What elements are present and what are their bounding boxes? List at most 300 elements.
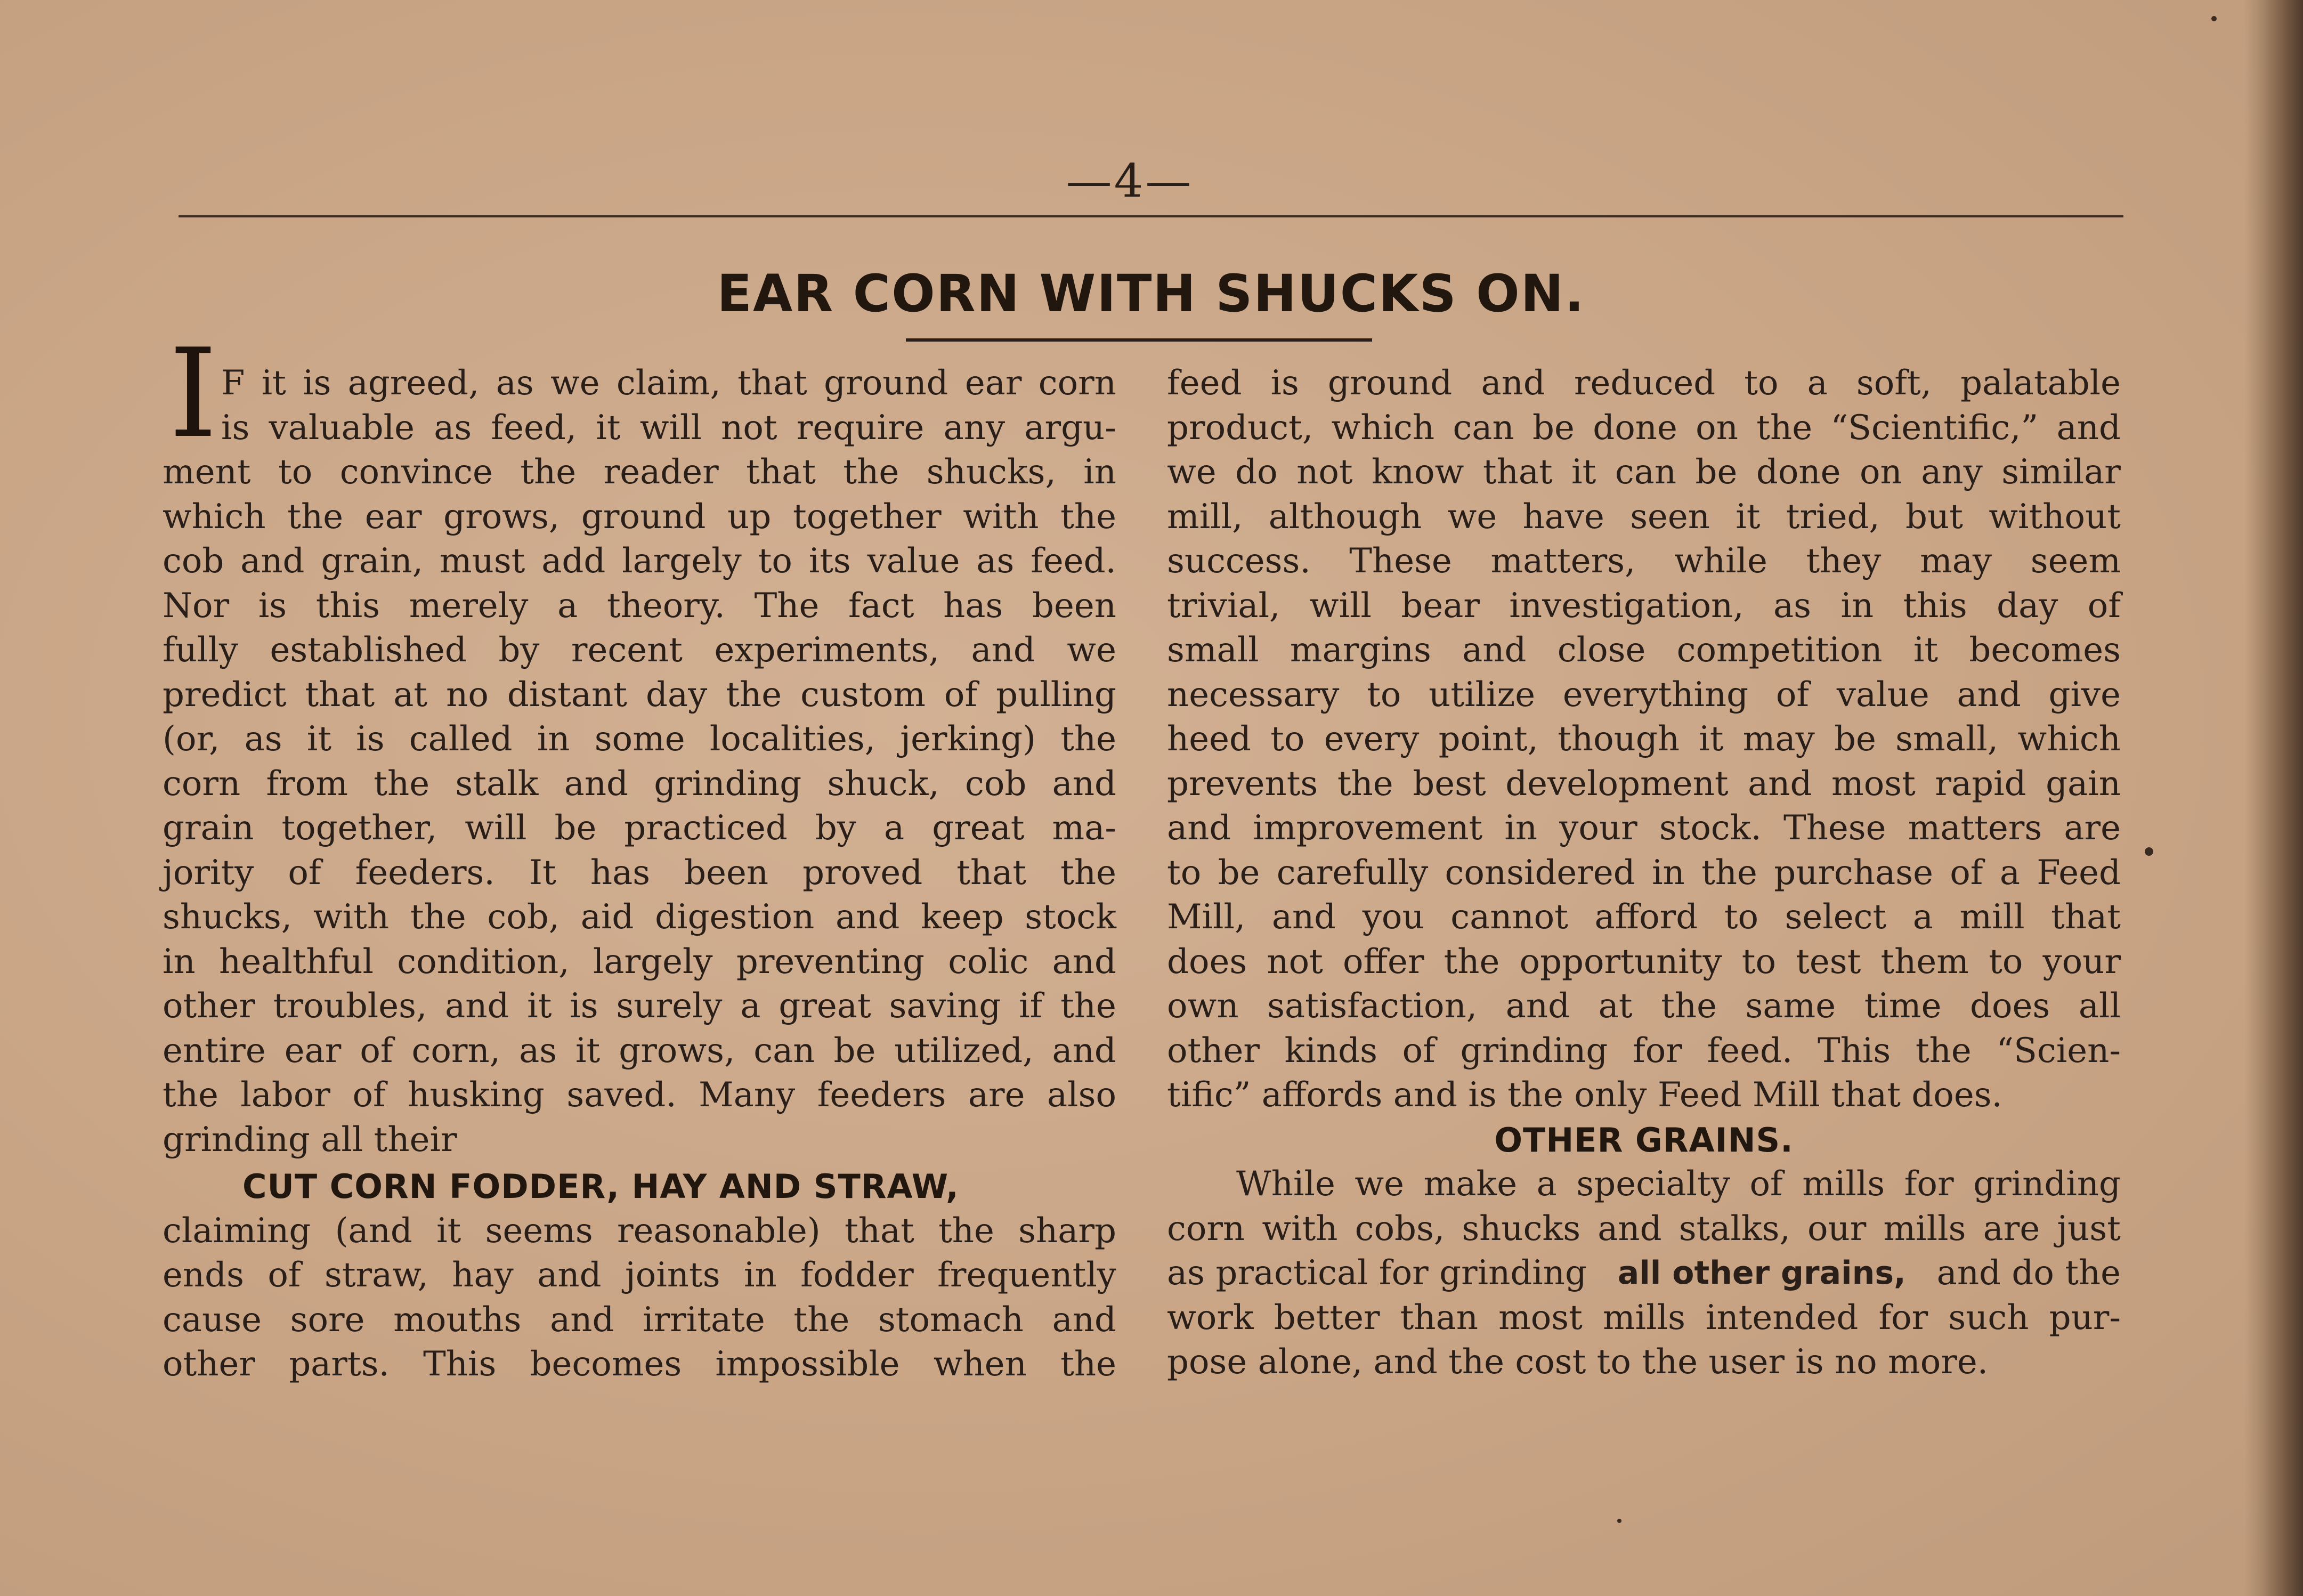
word: afford [1594, 897, 1698, 937]
text-line [163, 717, 1116, 762]
word: bear [1401, 586, 1480, 626]
word: in [1504, 808, 1538, 848]
title-underline [906, 338, 1372, 342]
word: by [815, 808, 856, 848]
word: of [352, 1075, 386, 1115]
text-line [163, 1342, 1116, 1387]
word: be [1532, 408, 1575, 448]
word: with [1262, 1209, 1338, 1249]
word: the [1060, 853, 1116, 893]
word: and [1505, 986, 1570, 1026]
text-line [1167, 450, 2121, 495]
word: the [520, 452, 577, 492]
word: ear [964, 363, 1022, 403]
word: palatable [1960, 363, 2121, 403]
word: of [288, 853, 321, 893]
word: merely [409, 586, 529, 626]
word: localities, [709, 719, 876, 759]
word: impossible [715, 1344, 900, 1384]
word: a [1912, 897, 1933, 937]
word: fact [848, 586, 914, 626]
word: valuable [269, 408, 415, 448]
text-line [1167, 717, 2121, 762]
word: preventing [736, 942, 925, 982]
word: mouths [393, 1300, 522, 1340]
word: reader [603, 452, 719, 492]
word: grows, [619, 1031, 735, 1071]
word: if [1019, 986, 1043, 1026]
word: becomes [1969, 630, 2121, 670]
word: While [1236, 1164, 1335, 1204]
word: may [1920, 541, 1992, 581]
word: make [1423, 1164, 1518, 1204]
word: fodder [800, 1255, 914, 1295]
word: do [1235, 452, 1278, 492]
word: it [436, 1211, 461, 1251]
word: of [1950, 853, 1983, 893]
word: soft, [1856, 363, 1932, 403]
subheading-cut-corn-fodder: CUT CORN FODDER, HAY AND STRAW, [242, 1167, 959, 1206]
text-line [163, 495, 1116, 540]
word: satisfaction, [1267, 986, 1478, 1026]
word: for [1904, 1164, 1954, 1204]
word: this [315, 586, 380, 626]
word: (and [335, 1211, 412, 1251]
word: specialty [1576, 1164, 1730, 1204]
word: trivial, [1167, 586, 1280, 626]
word: together, [281, 808, 437, 848]
word: jority [163, 853, 254, 893]
word: the [1701, 853, 1757, 893]
word: cause [163, 1300, 262, 1340]
word: can [1453, 408, 1514, 448]
word: and [240, 541, 305, 581]
word: this [1903, 586, 1967, 626]
word: most [1498, 1298, 1583, 1338]
word: be [1695, 452, 1738, 492]
word: to [278, 452, 313, 492]
word: such [1948, 1298, 2029, 1338]
word: becomes [530, 1344, 682, 1384]
word: is [221, 408, 250, 448]
word: been [684, 853, 769, 893]
word: in [1840, 586, 1874, 626]
word: The [754, 586, 820, 626]
word: saving [889, 986, 1001, 1026]
word: grain, [321, 541, 424, 581]
word: predict [163, 675, 287, 715]
word: will [639, 408, 702, 448]
word: also [1047, 1075, 1116, 1115]
text-line [1167, 539, 2121, 584]
word: that [305, 675, 375, 715]
word: seem [2030, 541, 2121, 581]
word: frequently [937, 1255, 1116, 1295]
word: it [596, 408, 621, 448]
word: with [313, 897, 390, 937]
word: feeders [817, 1075, 946, 1115]
word: does [1970, 986, 2050, 1026]
text-line [1167, 1029, 2121, 1074]
word: to [758, 541, 792, 581]
word: stock [1025, 897, 1116, 937]
word: a [884, 808, 905, 848]
word: to [1367, 675, 1401, 715]
word: test [1796, 942, 1861, 982]
word: fully [163, 630, 238, 670]
word: prevents [1167, 764, 1318, 804]
word: as [244, 719, 282, 759]
word: can [1615, 452, 1677, 492]
word: keep [921, 897, 1004, 937]
word: at [393, 675, 428, 715]
word: to [1989, 942, 2023, 982]
word: shuck, [827, 764, 939, 804]
word: the [843, 452, 899, 492]
word: carefully [1276, 853, 1429, 893]
word: is [570, 986, 598, 1026]
word: will [1309, 586, 1372, 626]
word: the [1060, 497, 1116, 537]
word: ma- [1052, 808, 1116, 848]
word: value [867, 541, 960, 581]
word: as [496, 363, 534, 403]
text-line [1167, 406, 2121, 451]
word: recent [571, 630, 683, 670]
word: cob [965, 764, 1027, 804]
word: it [306, 719, 332, 759]
word: offer [1342, 942, 1424, 982]
text-line: tific” affords and is the only Feed Mill that does. [1167, 1075, 2002, 1115]
word: distant [507, 675, 627, 715]
text-line-mixed [1167, 1251, 2121, 1296]
text-span: and do the [1936, 1253, 2121, 1293]
word: that [2051, 897, 2121, 937]
word: healthful [218, 942, 374, 982]
word: stalks, [1678, 1209, 1790, 1249]
word: considered [1445, 853, 1635, 893]
word: Many [699, 1075, 796, 1115]
word: are [2064, 808, 2121, 848]
word: best [1413, 764, 1486, 804]
word: any [1921, 452, 1983, 492]
word: mills [1802, 1164, 1885, 1204]
word: stomach [878, 1300, 1024, 1340]
word: digestion [655, 897, 815, 937]
word: and [1481, 363, 1545, 403]
word: the [374, 764, 430, 804]
word: we [1355, 1164, 1405, 1204]
word: from [266, 764, 348, 804]
word: of [360, 1031, 393, 1071]
word: feed, [491, 408, 577, 448]
word: reasonable) [617, 1211, 821, 1251]
word: and [564, 764, 628, 804]
word: condition, [397, 942, 570, 982]
word: a [1536, 1164, 1557, 1204]
word: as [519, 1031, 557, 1071]
word: grinding [1973, 1164, 2121, 1204]
word: gain [2046, 764, 2121, 804]
word: all [2078, 986, 2121, 1026]
word: Mill, [1167, 897, 1246, 937]
word: parts. [289, 1344, 390, 1384]
word: by [498, 630, 540, 670]
text-line [163, 762, 1116, 807]
word: the [1661, 986, 1717, 1026]
word: is [1270, 363, 1299, 403]
word: These [1349, 541, 1452, 581]
text-line: grinding all their [163, 1120, 457, 1160]
word: with [963, 497, 1039, 537]
word: practiced [624, 808, 788, 848]
print-speck [2145, 847, 2153, 856]
word: close [1557, 630, 1646, 670]
word: and [537, 1255, 602, 1295]
word: shucks, [163, 897, 293, 937]
text-line [1167, 673, 2121, 718]
word: pulling [996, 675, 1116, 715]
drop-cap: I [169, 323, 217, 465]
word: and [1271, 897, 1336, 937]
word: called [409, 719, 513, 759]
word: select [1785, 897, 1887, 937]
word: give [2048, 675, 2121, 715]
word: is [356, 719, 385, 759]
word: cannot [1450, 897, 1568, 937]
word: value [1836, 675, 1929, 715]
text-line [163, 584, 1116, 629]
word: of [1775, 675, 1810, 715]
word: and [1748, 764, 1812, 804]
text-line [163, 673, 1116, 718]
word: mills [1602, 1298, 1685, 1338]
word: reduced [1574, 363, 1716, 403]
word: grinding [654, 764, 802, 804]
word: point, [1438, 719, 1538, 759]
header-rule [179, 215, 2123, 217]
word: time [1864, 986, 1942, 1026]
bold-span-all-other-grains: all other grains, [1617, 1254, 1906, 1292]
word: troubles, [273, 986, 427, 1026]
text-line [1167, 1207, 2121, 1252]
word: cobs, [1355, 1209, 1445, 1249]
word: be [833, 1031, 876, 1071]
word: and [1957, 675, 2021, 715]
word: a [1999, 853, 2020, 893]
word: and [2056, 408, 2121, 448]
word: a [740, 986, 761, 1026]
word: other [163, 986, 255, 1026]
word: ends [163, 1255, 244, 1295]
word: kinds [1284, 1031, 1377, 1071]
text-line [1167, 584, 2121, 629]
word: and [1462, 630, 1527, 670]
word: have [1522, 497, 1604, 537]
word: to [1270, 719, 1305, 759]
text-span: as practical for grinding [1167, 1253, 1587, 1293]
word: the [1337, 764, 1393, 804]
word: that [956, 853, 1027, 893]
word: in [1083, 452, 1116, 492]
word: than [1400, 1298, 1478, 1338]
word: mill, [1167, 497, 1243, 537]
word: it [1736, 497, 1761, 537]
word: entire [163, 1031, 266, 1071]
subheading-other-grains: OTHER GRAINS. [1494, 1120, 1794, 1160]
word: it [261, 363, 286, 403]
print-speck [2211, 16, 2217, 21]
word: ground [581, 497, 706, 537]
word: This [423, 1344, 497, 1384]
word: to [1724, 897, 1758, 937]
word: jerking) [900, 719, 1036, 759]
word: matters [1908, 808, 2042, 848]
word: own [1167, 986, 1239, 1026]
word: custom [800, 675, 926, 715]
word: success. [1167, 541, 1311, 581]
word: just [2057, 1209, 2121, 1249]
word: that [737, 363, 807, 403]
word: every [1324, 719, 1420, 759]
word: work [1167, 1298, 1254, 1338]
text-line [163, 406, 1116, 451]
word: development [1505, 764, 1729, 804]
word: of [1749, 1164, 1783, 1204]
text-line [1167, 895, 2121, 940]
text-line [163, 984, 1116, 1029]
word: of [2087, 586, 2121, 626]
word: a [1807, 363, 1828, 403]
word: be [554, 808, 597, 848]
word: is [258, 586, 287, 626]
word: corn [1038, 363, 1116, 403]
word: grows, [443, 497, 560, 537]
word: ment [163, 452, 251, 492]
word: Feed [2037, 853, 2121, 893]
word: and [1052, 1300, 1116, 1340]
word: the [726, 675, 782, 715]
word: on [1696, 408, 1738, 448]
word: corn, [411, 1031, 501, 1071]
word: must [439, 541, 525, 581]
word: other [163, 1344, 255, 1384]
word: rapid [1935, 764, 2026, 804]
word: purchase [1774, 853, 1933, 893]
word: for [1878, 1298, 1928, 1338]
word: claiming [163, 1211, 311, 1251]
word: your [2042, 942, 2121, 982]
word: same [1745, 986, 1836, 1026]
word: the [1756, 408, 1813, 448]
text-line [1167, 984, 2121, 1029]
book-binding-shadow [2244, 0, 2303, 1596]
word: the [1060, 986, 1116, 1026]
word: grinding [1460, 1031, 1608, 1071]
word: “Scientific,” [1830, 408, 2039, 448]
word: the [410, 897, 466, 937]
page-number: —4— [1066, 155, 1194, 208]
word: and [550, 1300, 614, 1340]
print-speck [1617, 1519, 1621, 1523]
word: feed. [1031, 541, 1116, 581]
word: competition [1676, 630, 1883, 670]
word: does [1167, 942, 1247, 982]
word: aid [580, 897, 634, 937]
word: though [1558, 719, 1680, 759]
word: without [1989, 497, 2121, 537]
word: pur- [2049, 1298, 2121, 1338]
word: established [270, 630, 467, 670]
word: of [267, 1255, 301, 1295]
word: any [943, 408, 1005, 448]
word: similar [2001, 452, 2121, 492]
text-line [163, 628, 1116, 673]
word: shucks, [926, 452, 1056, 492]
word: it [527, 986, 552, 1026]
word: we [550, 363, 600, 403]
word: intended [1706, 1298, 1859, 1338]
word: it [1913, 630, 1939, 670]
word: largely [593, 942, 713, 982]
text-line [1167, 851, 2121, 896]
word: done [1756, 452, 1841, 492]
text-line [163, 940, 1116, 985]
word: other [1167, 1031, 1260, 1071]
word: It [529, 853, 556, 893]
word: claim, [616, 363, 721, 403]
text-line [163, 851, 1116, 896]
word: This [1818, 1031, 1891, 1071]
word: husking [408, 1075, 545, 1115]
word: some [594, 719, 685, 759]
word: joints [625, 1255, 720, 1295]
word: be [1218, 853, 1260, 893]
word: ground [1327, 363, 1453, 403]
word: (or, [163, 719, 220, 759]
word: surely [616, 986, 723, 1026]
word: irritate [643, 1300, 765, 1340]
word: not [1296, 452, 1353, 492]
word: it [575, 1031, 601, 1071]
word: feed. [1707, 1031, 1793, 1071]
text-line [163, 806, 1116, 851]
left-column [163, 361, 1116, 1387]
right-column [1167, 361, 2121, 1385]
word: we [1447, 497, 1497, 537]
text-line [1167, 1296, 2121, 1341]
word: we [1167, 452, 1217, 492]
word: can [753, 1031, 815, 1071]
word: done [1593, 408, 1677, 448]
word: to [1744, 363, 1779, 403]
word: our [1807, 1209, 1867, 1249]
word: of [944, 675, 978, 715]
word: and [1052, 764, 1116, 804]
word: day [1997, 586, 2058, 626]
page-title: EAR CORN WITH SHUCKS ON. [717, 264, 1585, 323]
word: the [1444, 942, 1500, 982]
word: the [163, 1075, 218, 1115]
word: in [744, 1255, 777, 1295]
word: shucks [1462, 1209, 1581, 1249]
word: experiments, [714, 630, 940, 670]
word: as [1773, 586, 1811, 626]
word: day [645, 675, 708, 715]
word: feed [1167, 363, 1242, 403]
word: its [808, 541, 851, 581]
word: know [1372, 452, 1464, 492]
